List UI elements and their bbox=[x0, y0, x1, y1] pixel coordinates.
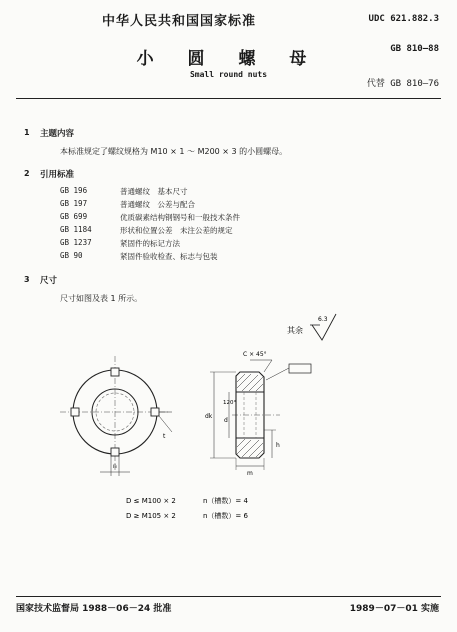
roughness-value: 6.3 bbox=[318, 316, 328, 323]
ref-code: GB 699 bbox=[60, 212, 88, 221]
section-3-text: 尺寸如图及表 1 所示。 bbox=[60, 294, 143, 303]
section-1-title: 主题内容 bbox=[40, 129, 75, 139]
slot-note-2-count: n（槽数）= 6 bbox=[203, 512, 248, 520]
standard-organization: 中华人民共和国国家标准 bbox=[102, 14, 257, 29]
ref-title: 普通螺纹 基本尺寸 bbox=[120, 187, 188, 196]
dim-h-label: h bbox=[276, 442, 280, 449]
slot-bottom bbox=[111, 448, 119, 456]
document-title-english: Small round nuts bbox=[189, 70, 268, 79]
ref-title: 普通螺纹 公差与配合 bbox=[120, 200, 195, 209]
effective-date: 1989－07－01 实施 bbox=[349, 604, 439, 614]
footer-rule bbox=[16, 596, 441, 597]
udc-number: UDC 621.882.3 bbox=[368, 14, 439, 24]
slot-top bbox=[111, 368, 119, 376]
slot-right bbox=[151, 408, 159, 416]
section-view bbox=[205, 351, 311, 477]
section-1-text: 本标准规定了螺纹规格为 M10 × 1 ～ M200 × 3 的小圆螺母。 bbox=[60, 147, 288, 156]
dim-dk-label: dk bbox=[205, 413, 213, 420]
ref-code: GB 197 bbox=[60, 199, 88, 208]
section-3-title: 尺寸 bbox=[40, 276, 58, 286]
ref-title: 形状和位置公差 未注公差的规定 bbox=[120, 226, 233, 235]
ref-title: 紧固件验收检查、标志与包装 bbox=[120, 252, 218, 261]
section-2-title: 引用标准 bbox=[40, 170, 75, 180]
slot-left bbox=[71, 408, 79, 416]
section-2-number: 2 bbox=[24, 169, 30, 178]
ref-code: GB 90 bbox=[60, 251, 83, 260]
dim-n-label: n bbox=[113, 463, 117, 470]
chamfer-label: C × 45° bbox=[243, 351, 267, 358]
replaces-standard: 代替 GB 810—76 bbox=[366, 79, 439, 89]
angle-label: 120° bbox=[223, 400, 237, 406]
rest-roughness-label: 其余 bbox=[287, 326, 303, 335]
slot-note-1-condition: D ≤ M100 × 2 bbox=[126, 497, 176, 505]
slot-note-1-count: n（槽数）= 4 bbox=[203, 497, 248, 505]
dim-d-label: d bbox=[224, 417, 228, 424]
ref-code: GB 1237 bbox=[60, 238, 92, 247]
section-3-number: 3 bbox=[24, 275, 30, 284]
front-view bbox=[60, 356, 172, 476]
section-1-number: 1 bbox=[24, 128, 30, 137]
ref-title: 紧固件的标记方法 bbox=[120, 239, 180, 248]
ref-code: GB 196 bbox=[60, 186, 88, 195]
slot-note-2-condition: D ≥ M105 × 2 bbox=[126, 512, 176, 520]
ref-title: 优质碳素结构钢钢号和一般技术条件 bbox=[120, 213, 240, 222]
gb-number: GB 810—88 bbox=[390, 44, 439, 54]
ref-code: GB 1184 bbox=[60, 225, 92, 234]
document-title: 小 圆 螺 母 bbox=[136, 49, 321, 69]
position-tolerance-frame bbox=[289, 364, 311, 373]
dim-t-label: t bbox=[163, 433, 166, 440]
approval-date: 国家技术监督局 1988－06－24 批准 bbox=[16, 604, 172, 614]
dim-m-label: m bbox=[247, 470, 253, 477]
